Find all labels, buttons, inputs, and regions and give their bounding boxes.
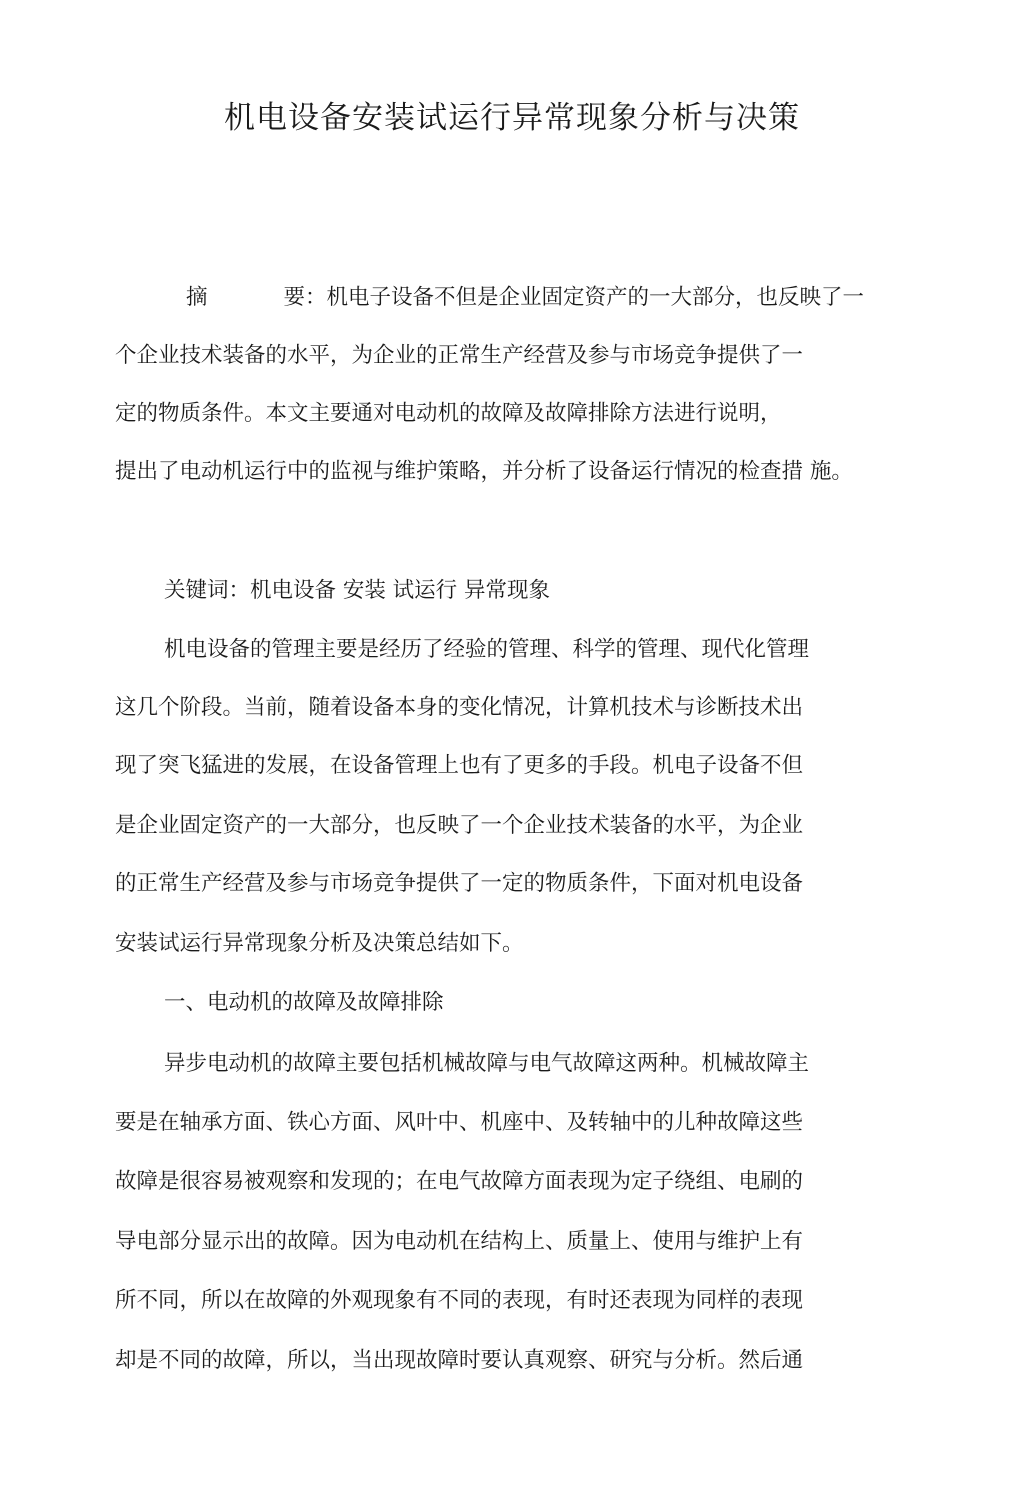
paragraph-line: 这几个阶段。当前，随着设备本身的变化情况，计算机技术与诊断技术出 — [115, 695, 804, 720]
section-paragraph-line: 却是不同的故障，所以，当出现故障时要认真观察、研究与分析。然后通 — [115, 1348, 804, 1373]
paragraph-line: 是企业固定资产的一大部分，也反映了一个企业技术装备的水平，为企业 — [115, 813, 804, 838]
section-paragraph-line: 所不同，所以在故障的外观现象有不同的表现，有时还表现为同样的表现 — [115, 1288, 804, 1313]
section-paragraph-line: 故障是很容易被观察和发现的；在电气故障方面表现为定子绕组、电刷的 — [115, 1169, 804, 1194]
paragraph-line: 安装试运行异常现象分析及决策总结如下。 — [115, 931, 524, 956]
keywords: 关键词：机电设备 安装 试运行 异常现象 — [164, 578, 551, 603]
section-paragraph-line: 要是在轴承方面、铁心方面、风叶中、机座中、及转轴中的儿种故障这些 — [115, 1110, 804, 1135]
section-heading: 一、电动机的故障及故障排除 — [164, 990, 444, 1015]
section-paragraph-line: 异步电动机的故障主要包括机械故障与电气故障这两种。机械故障主 — [164, 1051, 810, 1076]
section-paragraph-line: 导电部分显示出的故障。因为电动机在结构上、质量上、使用与维护上有 — [115, 1229, 804, 1254]
paragraph-line: 机电设备的管理主要是经历了经验的管理、科学的管理、现代化管理 — [164, 637, 810, 662]
paragraph-line: 现了突飞猛进的发展，在设备管理上也有了更多的手段。机电子设备不但 — [115, 753, 804, 778]
abstract-line: 提出了电动机运行中的监视与维护策略，并分析了设备运行情况的检查措 施。 — [115, 459, 853, 484]
abstract-text: 机电子设备不但是企业固定资产的一大部分，也反映了一 — [326, 285, 865, 310]
abstract-line: 定的物质条件。本文主要通对电动机的故障及故障排除方法进行说明， — [115, 401, 782, 426]
paragraph-line: 的正常生产经营及参与市场竞争提供了一定的物质条件，下面对机电设备 — [115, 871, 804, 896]
abstract-first-line — [186, 283, 864, 313]
document-title: 机电设备安装试运行异常现象分析与决策 — [224, 100, 800, 136]
abstract-label-left: 摘 — [186, 285, 208, 310]
abstract-line: 个企业技术装备的水平，为企业的正常生产经营及参与市场竞争提供了一 — [115, 343, 804, 368]
abstract-label-right: 要： — [283, 285, 327, 310]
